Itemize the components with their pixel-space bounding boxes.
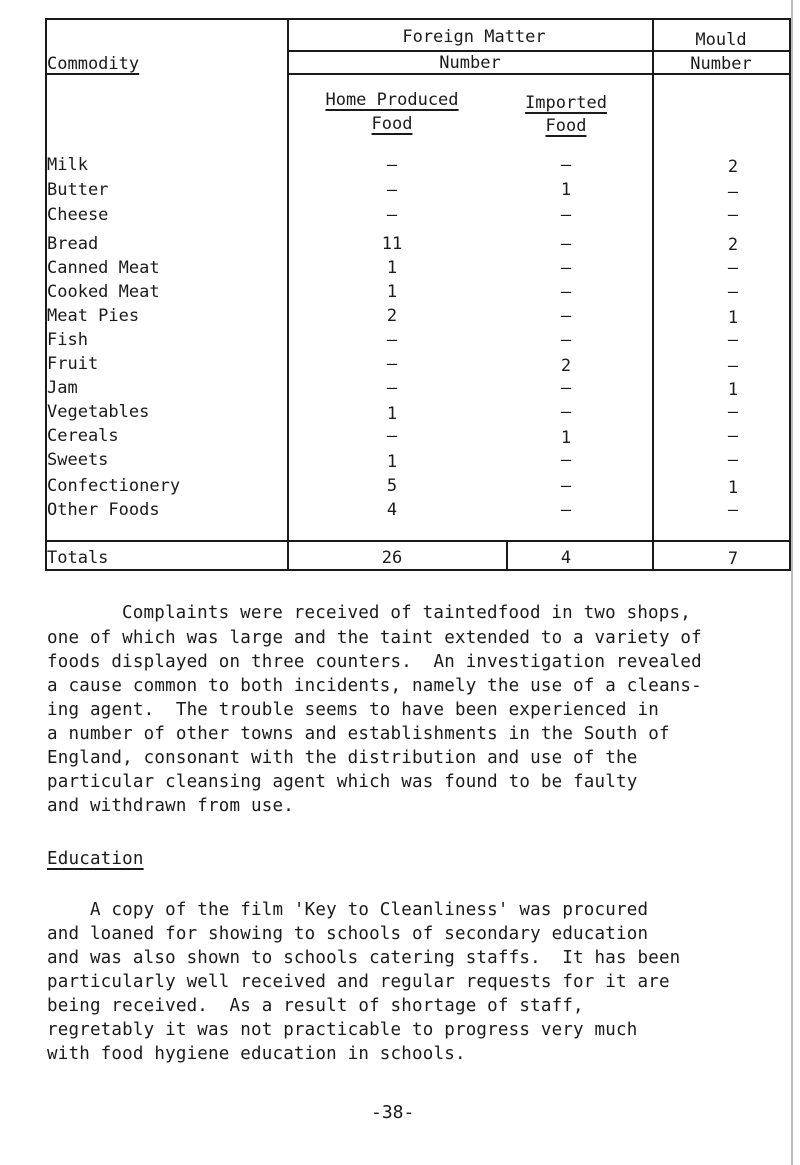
paragraph-line: a number of other towns and establishments in the South of bbox=[47, 724, 670, 744]
mould-cell: 1 bbox=[727, 380, 739, 400]
paragraph-line: foods displayed on three counters. An investigation revealed bbox=[47, 652, 702, 672]
paragraph-line: particularly well received and regular requests for it are bbox=[47, 972, 670, 992]
mould-cell: – bbox=[727, 402, 739, 422]
paragraph-line: and loaned for showing to schools of secondary education bbox=[47, 924, 649, 944]
paragraph-line: one of which was large and the taint extended to a variety of bbox=[47, 628, 702, 648]
mould-cell: 1 bbox=[727, 478, 739, 498]
home-cell: 11 bbox=[381, 234, 403, 254]
commodity-cell: Sweets bbox=[47, 450, 109, 470]
imported-cell: – bbox=[560, 450, 572, 470]
home-cell: – bbox=[386, 354, 398, 374]
paragraph-line: ing agent. The trouble seems to have been experienced in bbox=[47, 700, 659, 720]
commodity-cell: Vegetables bbox=[47, 402, 150, 422]
mould-cell: – bbox=[727, 500, 739, 520]
home-cell: – bbox=[386, 180, 398, 200]
header-divider-1 bbox=[287, 50, 791, 52]
commodity-cell: Bread bbox=[47, 234, 99, 254]
commodity-cell: Other Foods bbox=[47, 500, 160, 520]
table-bottom-border bbox=[45, 569, 791, 571]
mould-cell: 2 bbox=[727, 235, 739, 255]
paragraph-line: and was also shown to schools catering staffs. It has been bbox=[47, 948, 681, 968]
home-cell: – bbox=[386, 330, 398, 350]
number-header-foreign: Number bbox=[439, 53, 501, 73]
imported-cell: – bbox=[560, 330, 572, 350]
imported-cell: 2 bbox=[560, 356, 572, 376]
mould-header: Mould bbox=[695, 30, 747, 50]
column-divider-1 bbox=[287, 18, 289, 571]
column-divider-totals bbox=[506, 540, 508, 571]
foreign-matter-header: Foreign Matter bbox=[402, 27, 546, 47]
mould-cell: 1 bbox=[727, 308, 739, 328]
mould-cell: – bbox=[727, 356, 739, 376]
paragraph-line: A copy of the film 'Key to Cleanliness' was procured bbox=[47, 900, 649, 920]
totals-imported: 4 bbox=[560, 548, 572, 568]
imported-header: Imported bbox=[525, 93, 607, 113]
home-cell: – bbox=[386, 378, 398, 398]
mould-cell: – bbox=[727, 330, 739, 350]
imported-cell: – bbox=[560, 282, 572, 302]
page-number: -38- bbox=[371, 1102, 415, 1123]
mould-cell: – bbox=[727, 450, 739, 470]
commodity-cell: Confectionery bbox=[47, 476, 181, 496]
paragraph-line: England, consonant with the distribution and use of the bbox=[47, 748, 638, 768]
mould-cell: 2 bbox=[727, 157, 739, 177]
paragraph-line: a cause common to both incidents, namely the use of a cleans- bbox=[47, 676, 702, 696]
imported-cell: – bbox=[560, 402, 572, 422]
imported-cell: – bbox=[560, 258, 572, 278]
imported-cell: – bbox=[560, 205, 572, 225]
home-cell: – bbox=[386, 205, 398, 225]
home-food-header: Food bbox=[371, 114, 413, 134]
commodity-cell: Jam bbox=[47, 378, 78, 398]
home-cell: 1 bbox=[386, 404, 398, 424]
column-divider-2 bbox=[652, 18, 654, 571]
mould-cell: – bbox=[727, 282, 739, 302]
paragraph-line: with food hygiene education in schools. bbox=[47, 1044, 466, 1064]
home-cell: 1 bbox=[386, 282, 398, 302]
commodity-cell: Butter bbox=[47, 180, 109, 200]
imported-cell: – bbox=[560, 234, 572, 254]
home-cell: 2 bbox=[386, 306, 398, 326]
mould-cell: – bbox=[727, 258, 739, 278]
home-cell: – bbox=[386, 155, 398, 175]
paragraph-line: and withdrawn from use. bbox=[47, 796, 294, 816]
imported-cell: – bbox=[560, 155, 572, 175]
imported-food-header: Food bbox=[545, 116, 587, 136]
education-heading: Education bbox=[47, 849, 144, 869]
commodity-cell: Cooked Meat bbox=[47, 282, 160, 302]
home-cell: 5 bbox=[386, 476, 398, 496]
imported-cell: 1 bbox=[560, 180, 572, 200]
paragraph-line: being received. As a result of shortage of staff, bbox=[47, 996, 584, 1016]
food-complaints-table bbox=[0, 0, 800, 580]
commodity-cell: Fish bbox=[47, 330, 88, 350]
totals-mould: 7 bbox=[727, 549, 739, 569]
home-cell: 4 bbox=[386, 500, 398, 520]
home-cell: 1 bbox=[386, 258, 398, 278]
commodity-cell: Fruit bbox=[47, 354, 99, 374]
totals-label: Totals bbox=[47, 548, 109, 568]
imported-cell: – bbox=[560, 476, 572, 496]
imported-cell: 1 bbox=[560, 428, 572, 448]
number-header-mould: Number bbox=[690, 54, 752, 74]
mould-cell: – bbox=[727, 182, 739, 202]
imported-cell: – bbox=[560, 500, 572, 520]
imported-cell: – bbox=[560, 306, 572, 326]
home-cell: 1 bbox=[386, 452, 398, 472]
totals-divider bbox=[45, 540, 791, 542]
paragraph-line: Complaints were received of taintedfood in two shops, bbox=[122, 603, 692, 623]
table-right-border bbox=[789, 18, 791, 571]
commodity-header: Commodity bbox=[47, 54, 140, 74]
paragraph-line: particular cleansing agent which was found to be faulty bbox=[47, 772, 638, 792]
paragraph-line: regretably it was not practicable to progress very much bbox=[47, 1020, 638, 1040]
table-top-border bbox=[45, 18, 791, 20]
mould-cell: – bbox=[727, 205, 739, 225]
imported-cell: – bbox=[560, 378, 572, 398]
commodity-cell: Cereals bbox=[47, 426, 119, 446]
mould-cell: – bbox=[727, 426, 739, 446]
totals-home: 26 bbox=[381, 548, 403, 568]
commodity-cell: Cheese bbox=[47, 205, 109, 225]
commodity-cell: Milk bbox=[47, 155, 88, 175]
home-produced-header: Home Produced bbox=[325, 90, 459, 110]
home-cell: – bbox=[386, 426, 398, 446]
commodity-cell: Canned Meat bbox=[47, 258, 160, 278]
commodity-cell: Meat Pies bbox=[47, 306, 140, 326]
